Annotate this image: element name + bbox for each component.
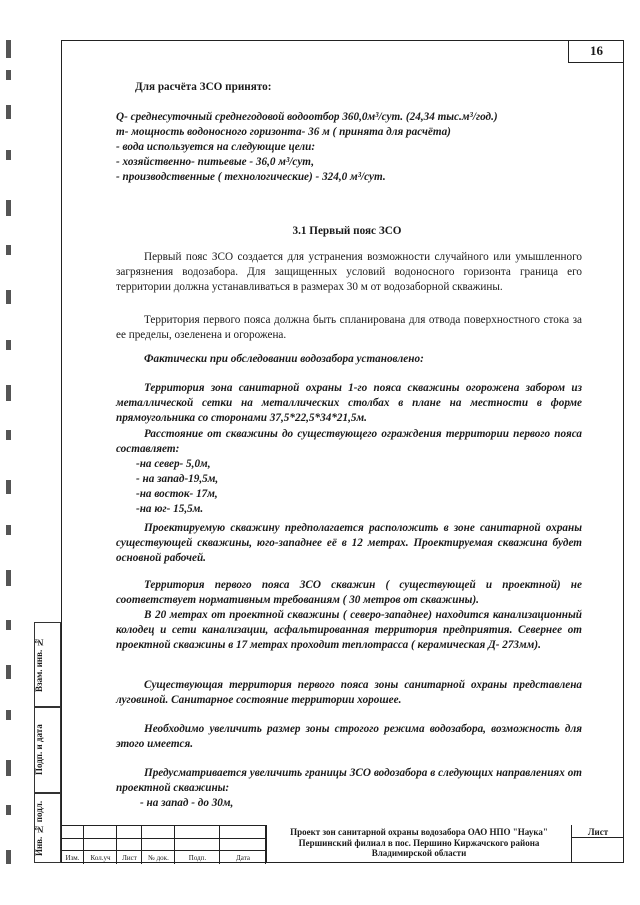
side-label-inv: Инв. № подл. [34,800,44,856]
side-label-zam: Взам. инв. № [34,637,44,692]
distance-east: -на восток- 17м, [136,488,218,500]
param-production: - производственные ( технологические) - 324,0 м³/сут. [116,171,386,183]
stamp-title [266,825,572,863]
stamp-title-line-1: Проект зон санитарной охраны водозабора ОАО НПО "Наука" [290,827,548,837]
stamp-col-izm: Изм. [65,854,80,862]
stamp-col-doc: № док. [148,854,169,862]
page-number: 16 [568,40,624,63]
distance-north: -на север- 5,0м, [136,458,211,470]
zso-heading: Для расчёта ЗСО принято: [135,81,272,93]
paragraph-8: Существующая территория первого пояса зоны санитарной охраны представлена луговиной. Санитарное состояние территории хорошее. [116,679,582,706]
distance-south: -на юг- 15,5м. [136,503,204,515]
paragraph-2: Территория первого пояса должна быть спланирована для отвода поверхностного стока за ее пределы, озеленена и огорожена. [116,314,582,341]
scan-edge [0,0,14,905]
param-q: Q- среднесуточный среднегодовой водоотбор 360,0м³/сут. (24,34 тыс.м³/год.) [116,111,498,123]
paragraph-5: Проектируемую скважину предполагается расположить в зоне санитарной охраны существующей скважины, юго-западнее её в 12 метрах. Проектируемая скважина будет основной рабочей. [116,522,582,564]
paragraph-7: В 20 метрах от проектной скважины ( северо-западнее) находится канализационный колодец и сети канализации, асфальтированная территория предприятия. Севернее от проектной скважины в 17 метрах проходит теплотрасса ( керамическая Д- 273мм). [116,609,582,651]
fact-heading: Фактически при обследовании водозабора установлено: [144,353,424,365]
stamp-col-list: Лист [122,854,137,862]
stamp-title-line-3: Владимирской области [371,848,467,858]
paragraph-9: Необходимо увеличить размер зоны строгого режима водозабора, возможность для этого имеется. [116,723,582,750]
stamp-list-divider [572,837,624,838]
param-m: m- мощность водоносного горизонта- 36 м ( принята для расчёта) [116,126,451,138]
paragraph-4: Расстояние от скважины до существующего ограждения территории первого пояса составляет: [116,428,582,455]
paragraph-6: Территория первого пояса ЗСО скважин ( существующей и проектной) не соответствует нормативным требованиям ( 30 метров от скважины). [116,579,582,606]
side-label-podp: Подп. и дата [34,724,44,776]
section-title: 3.1 Первый пояс ЗСО [292,225,402,237]
stamp-grid [61,825,266,863]
stamp-col-kol: Кол.уч [90,854,111,862]
stamp-title-line-2: Першинский филиал в пос. Першино Киржачского района [298,837,540,848]
paragraph-3: Территория зона санитарной охраны 1-го пояса скважины огорожена забором из металлической сетки на металлических столбах в плане на местности в форме прямоугольника со сторонами 37,5*22,5*34*21,5м. [116,382,582,424]
distance-west: - на запад-19,5м, [136,473,219,485]
param-household: - хозяйственно- питьевые - 36,0 м³/сут, [116,156,315,168]
stamp-col-podp: Подп. [188,854,207,862]
paragraph-10: Предусматривается увеличить границы ЗСО водозабора в следующих направлениях от проектной скважины: [116,767,582,794]
param-use: - вода используется на следующие цели: [116,141,316,153]
paragraph-1: Первый пояс ЗСО создается для устранения возможности случайного или умышленного загрязнения водозабора. Для защищенных условий водоносного горизонта граница его территории должна устанавливаться в размерах 30 м от водозаборной скважины. [116,251,582,293]
stamp-col-date: Дата [236,854,250,862]
title-block [61,825,624,863]
stamp-list-label: Лист [587,827,609,837]
paragraph-10-item: - на запад - до 30м, [140,797,234,809]
